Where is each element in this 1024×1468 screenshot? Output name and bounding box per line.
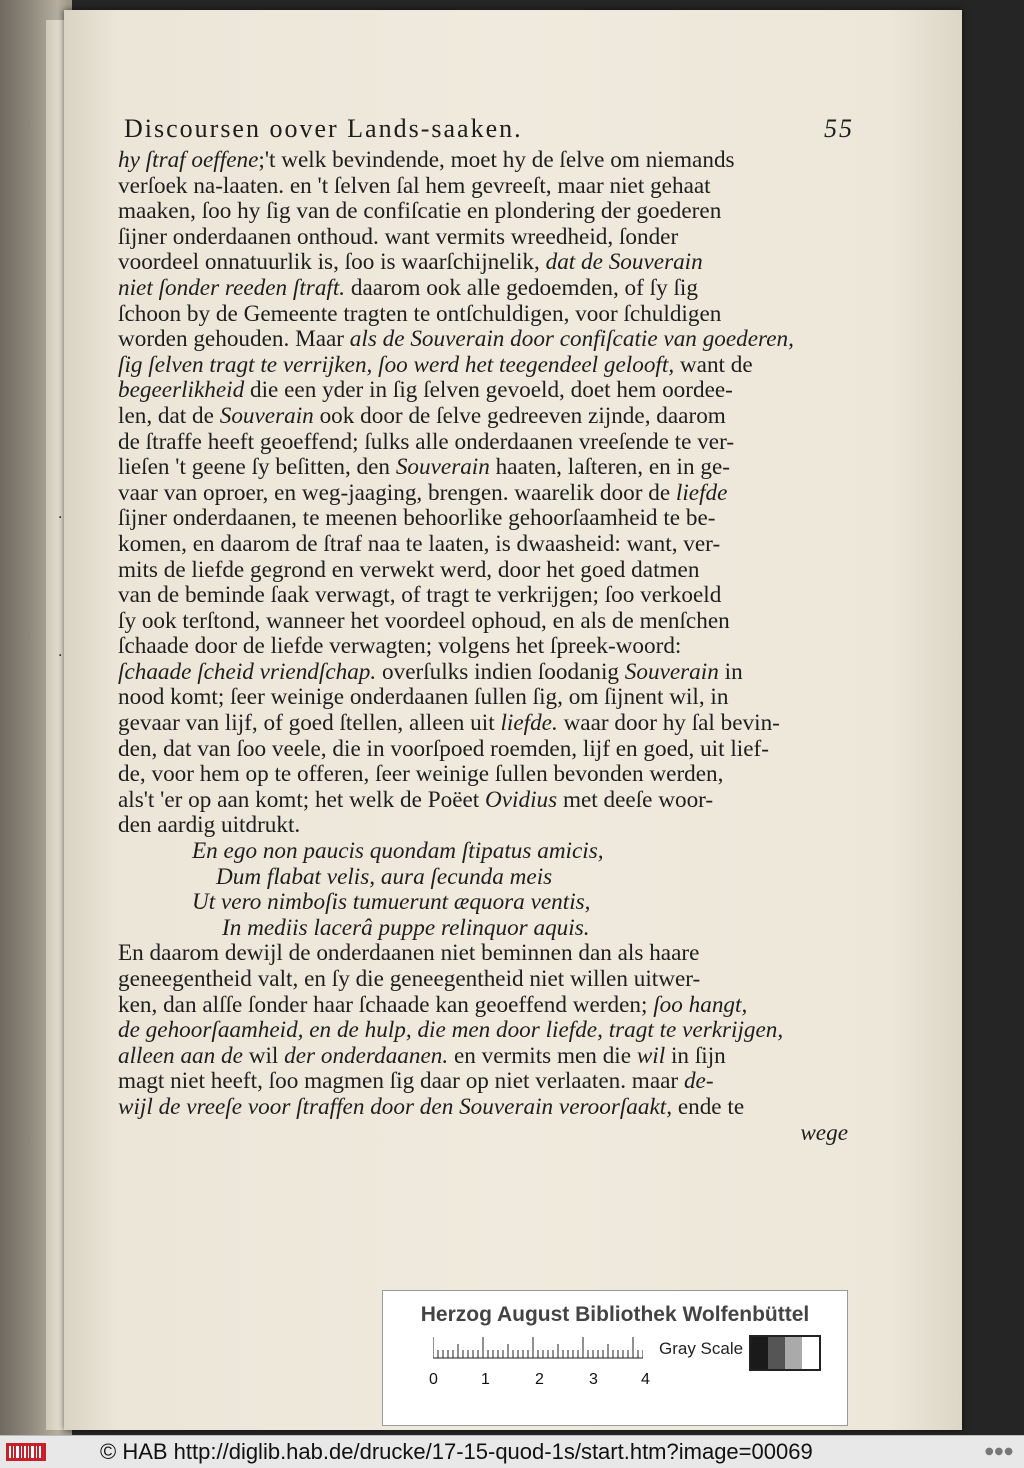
text-run: alleen aan de bbox=[118, 1042, 243, 1069]
text-line bbox=[118, 1095, 848, 1121]
more-dots-icon[interactable]: ●●● bbox=[984, 1446, 1014, 1457]
text-run: wijl de vreeſe voor ſtraffen door den Souverain veroorſaakt, bbox=[118, 1093, 673, 1120]
text-run: dat de Souverain bbox=[545, 249, 703, 276]
text-line bbox=[118, 404, 848, 430]
text-line bbox=[118, 199, 848, 225]
text-run: nood komt; ſeer weinige onderdaanen ſullen ſig, om ſijnent wil, in bbox=[118, 684, 729, 711]
text-run: liefde. bbox=[500, 710, 558, 737]
text-line bbox=[118, 276, 848, 302]
text-line bbox=[118, 148, 848, 174]
swatch-dark-gray bbox=[768, 1337, 785, 1369]
poem-block bbox=[118, 839, 848, 941]
text-line bbox=[118, 711, 848, 737]
text-line bbox=[118, 174, 848, 200]
ruler-number: 2 bbox=[535, 1371, 544, 1388]
barcode-icon bbox=[6, 1443, 46, 1461]
text-run: want de bbox=[674, 351, 753, 378]
main-text bbox=[118, 148, 848, 1146]
text-line bbox=[118, 327, 848, 353]
text-run: begeerlikheid bbox=[118, 377, 245, 404]
ruler-number: 4 bbox=[641, 1371, 650, 1388]
running-head bbox=[124, 114, 854, 144]
gutter-mark: · bbox=[58, 648, 63, 664]
text-run: len, dat de bbox=[118, 402, 220, 429]
text-line bbox=[118, 788, 848, 814]
running-title: Discoursen oover Lands-saaken. bbox=[124, 114, 523, 143]
text-line bbox=[118, 250, 848, 276]
text-line bbox=[118, 967, 848, 993]
text-run: de gehoorſaamheid, en de hulp, die men door liefde, tragt te verkrijgen, bbox=[118, 1017, 784, 1044]
swatch-white bbox=[802, 1337, 819, 1369]
text-run: daarom ook alle gedoemden, of ſy ſig bbox=[345, 274, 698, 301]
paragraph bbox=[118, 148, 848, 839]
text-line bbox=[118, 558, 848, 584]
text-line bbox=[118, 1018, 848, 1044]
library-color-card bbox=[382, 1290, 848, 1426]
text-line bbox=[118, 737, 848, 763]
text-line bbox=[118, 506, 848, 532]
text-run: als't 'er op aan komt; het welk de Poëet bbox=[118, 786, 486, 813]
text-line bbox=[118, 353, 848, 379]
text-line bbox=[118, 813, 848, 839]
text-run: worden gehouden. Maar bbox=[118, 326, 350, 353]
book-page bbox=[64, 10, 962, 1430]
text-run: mits de liefde gegrond en verwekt werd, door het goed datmen bbox=[118, 556, 700, 583]
text-run: overſulks indien ſoodanig bbox=[376, 658, 625, 685]
text-run: en vermits men die bbox=[448, 1042, 637, 1069]
text-run: ook door de ſelve gedreeven zijnde, daarom bbox=[313, 402, 726, 429]
text-line bbox=[118, 378, 848, 404]
ruler-number: 1 bbox=[481, 1371, 490, 1388]
text-run: Ovidius bbox=[485, 786, 558, 813]
text-run: de ſtraffe heeft geoeffend; ſulks alle onderdaanen vreeſende te ver- bbox=[118, 428, 735, 455]
text-run: den aardig uitdrukt. bbox=[118, 812, 301, 839]
text-run: den, dat van ſoo veele, die in voorſpoed roemden, lijf en goed, uit lief- bbox=[118, 735, 769, 762]
poem-line: In mediis lacerâ puppe relinquor aquis. bbox=[222, 914, 590, 941]
text-run: ſchoon by de Gemeente tragten te ontſchuldigen, voor ſchuldigen bbox=[118, 300, 722, 327]
text-run: ſijner onderdaanen onthoud. want vermits wreedheid, ſonder bbox=[118, 223, 679, 250]
catchword: wege bbox=[800, 1119, 848, 1146]
text-run: die een yder in ſig ſelven gevoeld, doet hem oordee- bbox=[244, 377, 733, 404]
status-bar bbox=[0, 1435, 1024, 1468]
text-run: met deeſe woor- bbox=[557, 786, 714, 813]
gray-scale-swatches bbox=[749, 1335, 821, 1371]
text-line bbox=[118, 609, 848, 635]
text-line bbox=[118, 634, 848, 660]
text-line bbox=[118, 1069, 848, 1095]
text-run: waar door hy ſal bevin- bbox=[557, 710, 780, 737]
poem-line: En ego non paucis quondam ſtipatus amicis, bbox=[192, 838, 604, 865]
text-run: maaken, ſoo hy ſig van de confiſcatie en plondering der goederen bbox=[118, 198, 722, 225]
page-number: 55 bbox=[824, 114, 854, 143]
text-run: ſijner onderdaanen, te meenen behoorlike gehoorſaamheid te be- bbox=[118, 505, 716, 532]
text-run: hy ſtraf oeffene bbox=[118, 147, 259, 173]
text-run: ken, dan alſſe ſonder haar ſchaade kan geoeffend werden; bbox=[118, 991, 654, 1018]
paragraph bbox=[118, 941, 848, 1120]
ruler-number: 3 bbox=[589, 1371, 598, 1388]
text-run: ſy ook terſtond, wanneer het voordeel ophoud, en als de menſchen bbox=[118, 607, 730, 634]
text-line bbox=[118, 762, 848, 788]
text-line bbox=[118, 993, 848, 1019]
poem-line: Dum flabat velis, aura ſecunda meis bbox=[216, 863, 553, 890]
swatch-light-gray bbox=[785, 1337, 802, 1369]
text-run: liefde bbox=[675, 479, 728, 506]
text-run: geneegentheid valt, en ſy die geneegentheid niet willen uitwer- bbox=[118, 966, 701, 992]
text-run: komen, en daarom de ſtraf naa te laaten, is dwaasheid: want, ver- bbox=[118, 530, 721, 557]
text-run: haaten, laſteren, en in ge- bbox=[489, 454, 730, 481]
text-line bbox=[118, 941, 848, 967]
text-line bbox=[118, 685, 848, 711]
text-run: de, voor hem op te offeren, ſeer weinige ſullen bevonden werden, bbox=[118, 761, 724, 788]
text-run: ſoo hangt, bbox=[653, 991, 748, 1018]
swatch-black bbox=[751, 1337, 768, 1369]
gray-scale-label: Gray Scale bbox=[659, 1339, 744, 1358]
library-name: Herzog August Bibliothek Wolfenbüttel bbox=[420, 1303, 810, 1326]
text-run: vaar van oproer, en weg-jaaging, brengen. waarelik door de bbox=[118, 479, 676, 506]
text-line bbox=[118, 302, 848, 328]
source-url[interactable]: © HAB http://diglib.hab.de/drucke/17-15-quod-1s/start.htm?image=00069 bbox=[100, 1439, 813, 1464]
text-run: ſchaade ſcheid vriendſchap. bbox=[118, 658, 377, 685]
text-line bbox=[118, 1044, 848, 1070]
text-run: ſig ſelven tragt te verrijken, ſoo werd het teegendeel gelooft, bbox=[118, 351, 675, 378]
ruler-number: 0 bbox=[429, 1371, 438, 1388]
text-run: verſoek na-laaten. en 't ſelven ſal hem gevreeſt, maar niet gehaat bbox=[118, 172, 711, 199]
text-line bbox=[118, 660, 848, 686]
text-run: En daarom dewijl de onderdaanen niet beminnen dan als haare bbox=[118, 940, 700, 967]
text-run: der onderdaanen. bbox=[284, 1042, 449, 1069]
text-run: wil bbox=[242, 1042, 285, 1069]
text-line bbox=[118, 481, 848, 507]
text-run: Souverain bbox=[395, 454, 490, 481]
text-line bbox=[118, 455, 848, 481]
text-run: als de Souverain door confiſcatie van goederen, bbox=[349, 326, 794, 353]
text-run: ;'t welk bevindende, moet hy de ſelve om niemands bbox=[258, 147, 735, 173]
text-run: van de beminde ſaak verwagt, of tragt te verkrijgen; ſoo verkoeld bbox=[118, 582, 722, 609]
text-run: in ſijn bbox=[665, 1042, 726, 1069]
text-run: voordeel onnatuurlik is, ſoo is waarſchijnelik, bbox=[118, 249, 546, 276]
text-run: Souverain bbox=[219, 402, 314, 429]
ruler-scale bbox=[433, 1337, 643, 1359]
text-run: magt niet heeft, ſoo magmen ſig daar op niet verlaaten. maar bbox=[118, 1068, 684, 1095]
poem-line: Ut vero nimboſis tumuerunt æquora ventis, bbox=[192, 889, 591, 916]
text-run: in bbox=[718, 658, 743, 685]
text-run: ſchaade door de liefde verwagten; volgens het ſpreek-woord: bbox=[118, 633, 682, 660]
text-run: wil bbox=[636, 1042, 666, 1069]
text-run: de- bbox=[683, 1068, 714, 1095]
text-run: lieſen 't geene ſy beſitten, den bbox=[118, 454, 396, 481]
text-line bbox=[118, 532, 848, 558]
text-run: Souverain bbox=[624, 658, 719, 685]
text-line bbox=[118, 225, 848, 251]
text-line bbox=[118, 583, 848, 609]
gutter-mark: · bbox=[58, 510, 63, 526]
text-run: gevaar van lijf, of goed ſtellen, alleen uit bbox=[118, 710, 501, 737]
text-line bbox=[118, 430, 848, 456]
text-run: ende te bbox=[672, 1093, 745, 1120]
text-run: niet ſonder reeden ſtraft. bbox=[118, 274, 346, 301]
